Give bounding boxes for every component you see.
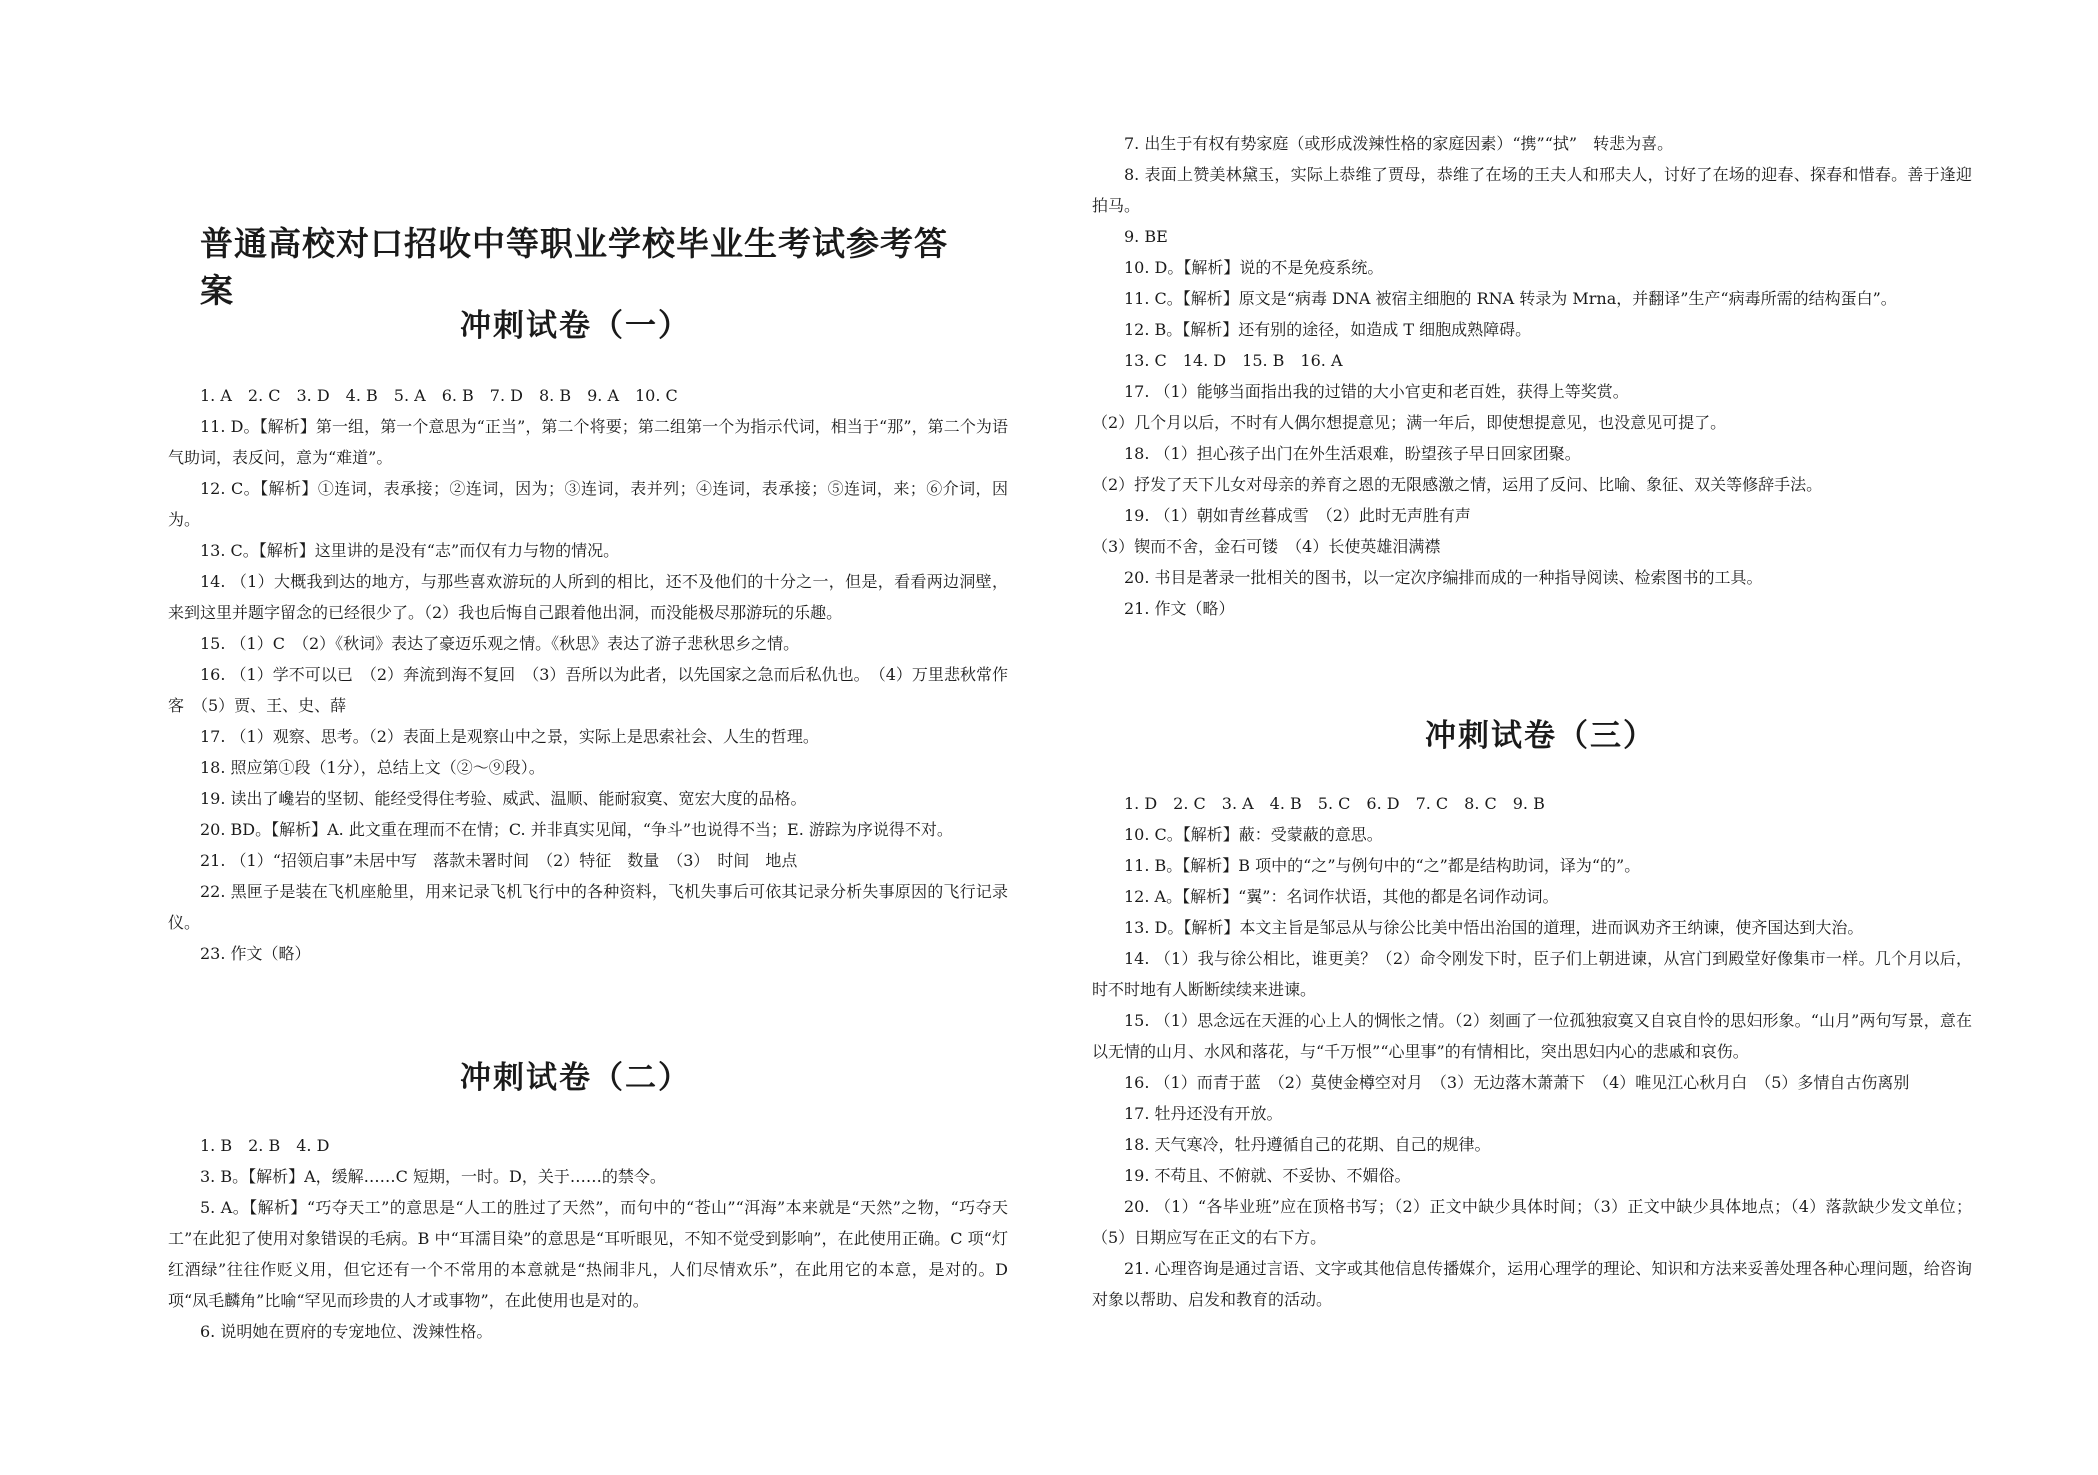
answer-line: 8. 表面上赞美林黛玉，实际上恭维了贾母，恭维了在场的王夫人和邢夫人，讨好了在场的迎春、探春和惜春。善于逢迎拍马。 xyxy=(1092,165,1972,215)
answer-line: 18. 天气寒冷，牡丹遵循自己的花期、自己的规律。 xyxy=(1124,1135,1491,1154)
answer-line: 20. 书目是著录一批相关的图书，以一定次序编排而成的一种指导阅读、检索图书的工具。 xyxy=(1124,568,1763,587)
answer-line: 14. （1）大概我到达的地方，与那些喜欢游玩的人所到的相比，还不及他们的十分之一，但是，看看两边洞壁，来到这里并题字留念的已经很少了。（2）我也后悔自己跟着他出洞，而没能极尽那游玩的乐趣。 xyxy=(168,572,1008,622)
answer-line: 15. （1）C （2）《秋词》表达了豪迈乐观之情。《秋思》表达了游子悲秋思乡之情。 xyxy=(200,634,800,653)
answer-line: 10. D。【解析】说的不是免疫系统。 xyxy=(1124,258,1384,277)
answer-line: 16. （1）学不可以已 （2）奔流到海不复回 （3）吾所以为此者，以先国家之急而后私仇也。 （4）万里悲秋常作客 （5）贾、王、史、薛 xyxy=(168,665,1008,715)
answer-line: 19. 读出了巉岩的坚韧、能经受得住考验、威武、温顺、能耐寂寞、宽宏大度的品格。 xyxy=(200,789,807,808)
answer-line: 13. C。【解析】这里讲的是没有“志”而仅有力与物的情况。 xyxy=(200,541,620,560)
answer-line: 21. 作文（略） xyxy=(1124,599,1235,618)
section-title-paper-2: 冲刺试卷（二） xyxy=(460,1060,691,1096)
answer-line: （2）抒发了天下儿女对母亲的养育之恩的无限感激之情，运用了反问、比喻、象征、双关等修辞手法。 xyxy=(1092,475,1823,494)
answer-line: 17. （1）观察、思考。（2）表面上是观察山中之景，实际上是思索社会、人生的哲理。 xyxy=(200,727,819,746)
answer-line: 12. A。【解析】“翼”：名词作状语，其他的都是名词作动词。 xyxy=(1124,887,1559,906)
answer-line: 17. （1）能够当面指出我的过错的大小官吏和老百姓，获得上等奖赏。 xyxy=(1124,382,1629,401)
answer-line: 1. B 2. B 4. D xyxy=(200,1136,330,1155)
answer-line: 6. 说明她在贾府的专宠地位、泼辣性格。 xyxy=(200,1322,493,1341)
answer-line: （2）几个月以后，不时有人偶尔想提意见；满一年后，即使想提意见，也没意见可提了。 xyxy=(1092,413,1727,432)
answer-line: 11. D。【解析】第一组，第一个意思为“正当”，第二个将要；第二组第一个为指示代词，相当于“那”，第二个为语气助词，表反问，意为“难道”。 xyxy=(168,417,1008,467)
answer-line: 19. 不苟且、不俯就、不妥协、不媚俗。 xyxy=(1124,1166,1411,1185)
answer-line: 18. 照应第①段（1分），总结上文（②～⑨段）。 xyxy=(200,758,545,777)
answer-line: 20. （1）“各毕业班”应在顶格书写；（2）正文中缺少具体时间；（3）正文中缺少具体地点；（4）落款缺少发文单位；（5）日期应写在正文的右下方。 xyxy=(1092,1197,1972,1247)
paper-1-answers xyxy=(168,380,1008,969)
answer-line: 21. （1）“招领启事”未居中写 落款未署时间 （2）特征 数量 （3） 时间 地点 xyxy=(200,851,798,870)
answer-line: 11. C。【解析】原文是“病毒 DNA 被宿主细胞的 RNA 转录为 Mrna，并翻译”生产“病毒所需的结构蛋白”。 xyxy=(1124,289,1897,308)
answer-line: 5. A。【解析】“巧夺天工”的意思是“人工的胜过了天然”，而句中的“苍山”“洱海”本来就是“天然”之物，“巧夺天工”在此犯了使用对象错误的毛病。B 中“耳濡目染”的意思是“耳听眼见，不知不觉受到影响”，在此使用正确。C 项“灯红酒绿”往往作贬义用，但它还有一个不常用的本意就是“热闹非凡，人们尽情欢乐”，在此用它的本意，是对的。D 项“凤毛麟角”比喻“罕见而珍贵的人才或事物”，在此使用也是对的。 xyxy=(168,1198,1008,1310)
answer-line: 12. C。【解析】①连词，表承接；②连词，因为；③连词，表并列；④连词，表承接；⑤连词，来；⑥介词，因为。 xyxy=(168,479,1008,529)
answer-line: 16. （1）而青于蓝 （2）莫使金樽空对月 （3）无边落木萧萧下 （4）唯见江心秋月白 （5）多情自古伤离别 xyxy=(1124,1073,1910,1092)
answer-line: 19. （1）朝如青丝暮成雪 （2）此时无声胜有声 xyxy=(1124,506,1471,525)
answer-line: 12. B。【解析】还有别的途径，如造成 T 细胞成熟障碍。 xyxy=(1124,320,1532,339)
document-title: 普通高校对口招收中等职业学校毕业生考试参考答案 xyxy=(200,224,948,310)
answer-line: 10. C。【解析】蔽：受蒙蔽的意思。 xyxy=(1124,825,1383,844)
paper-2-answers-left xyxy=(168,1130,1008,1347)
answer-line: 13. D。【解析】本文主旨是邹忌从与徐公比美中悟出治国的道理，进而讽劝齐王纳谏，使齐国达到大治。 xyxy=(1124,918,1864,937)
answer-line: 21. 心理咨询是通过言语、文字或其他信息传播媒介，运用心理学的理论、知识和方法来妥善处理各种心理问题，给咨询对象以帮助、启发和教育的活动。 xyxy=(1092,1259,1972,1309)
answer-line: 15. （1）思念远在天涯的心上人的惆怅之情。（2）刻画了一位孤独寂寞又自哀自怜的思妇形象。“山月”两句写景，意在以无情的山月、水风和落花，与“千万恨”“心里事”的有情相比，突出思妇内心的悲戚和哀伤。 xyxy=(1092,1011,1972,1061)
answer-line: 13. C 14. D 15. B 16. A xyxy=(1124,351,1343,370)
answer-line: 18. （1）担心孩子出门在外生活艰难，盼望孩子早日回家团聚。 xyxy=(1124,444,1581,463)
paper-2-answers-right xyxy=(1092,128,1972,624)
paper-3-answers xyxy=(1092,788,1972,1315)
answer-line: 11. B。【解析】B 项中的“之”与例句中的“之”都是结构助词，译为“的”。 xyxy=(1124,856,1641,875)
answer-line: 3. B。【解析】A，缓解……C 短期，一时。D，关于……的禁令。 xyxy=(200,1167,666,1186)
answer-line: 7. 出生于有权有势家庭（或形成泼辣性格的家庭因素）“携”“拭” 转悲为喜。 xyxy=(1124,134,1674,153)
section-title-paper-1: 冲刺试卷（一） xyxy=(460,308,691,344)
answer-line: 14. （1）我与徐公相比，谁更美？（2）命令刚发下时，臣子们上朝进谏，从宫门到殿堂好像集市一样。几个月以后，时不时地有人断断续续来进谏。 xyxy=(1092,949,1972,999)
answer-line: 22. 黑匣子是装在飞机座舱里，用来记录飞机飞行中的各种资料，飞机失事后可依其记录分析失事原因的飞行记录仪。 xyxy=(168,882,1008,932)
section-title-paper-3: 冲刺试卷（三） xyxy=(1425,718,1656,754)
answer-line: 17. 牡丹还没有开放。 xyxy=(1124,1104,1283,1123)
answer-line: 23. 作文（略） xyxy=(200,944,311,963)
answer-line: 9. BE xyxy=(1124,227,1168,246)
answer-line: 1. A 2. C 3. D 4. B 5. A 6. B 7. D 8. B 9. A 10. C xyxy=(200,386,678,405)
answer-line: （3）锲而不舍，金石可镂 （4）长使英雄泪满襟 xyxy=(1092,537,1441,556)
answer-line: 20. BD。【解析】A. 此文重在理而不在情；C. 并非真实见闻，“争斗”也说得不当；E. 游踪为序说得不对。 xyxy=(200,820,953,839)
answer-line: 1. D 2. C 3. A 4. B 5. C 6. D 7. C 8. C 9. B xyxy=(1124,794,1545,813)
